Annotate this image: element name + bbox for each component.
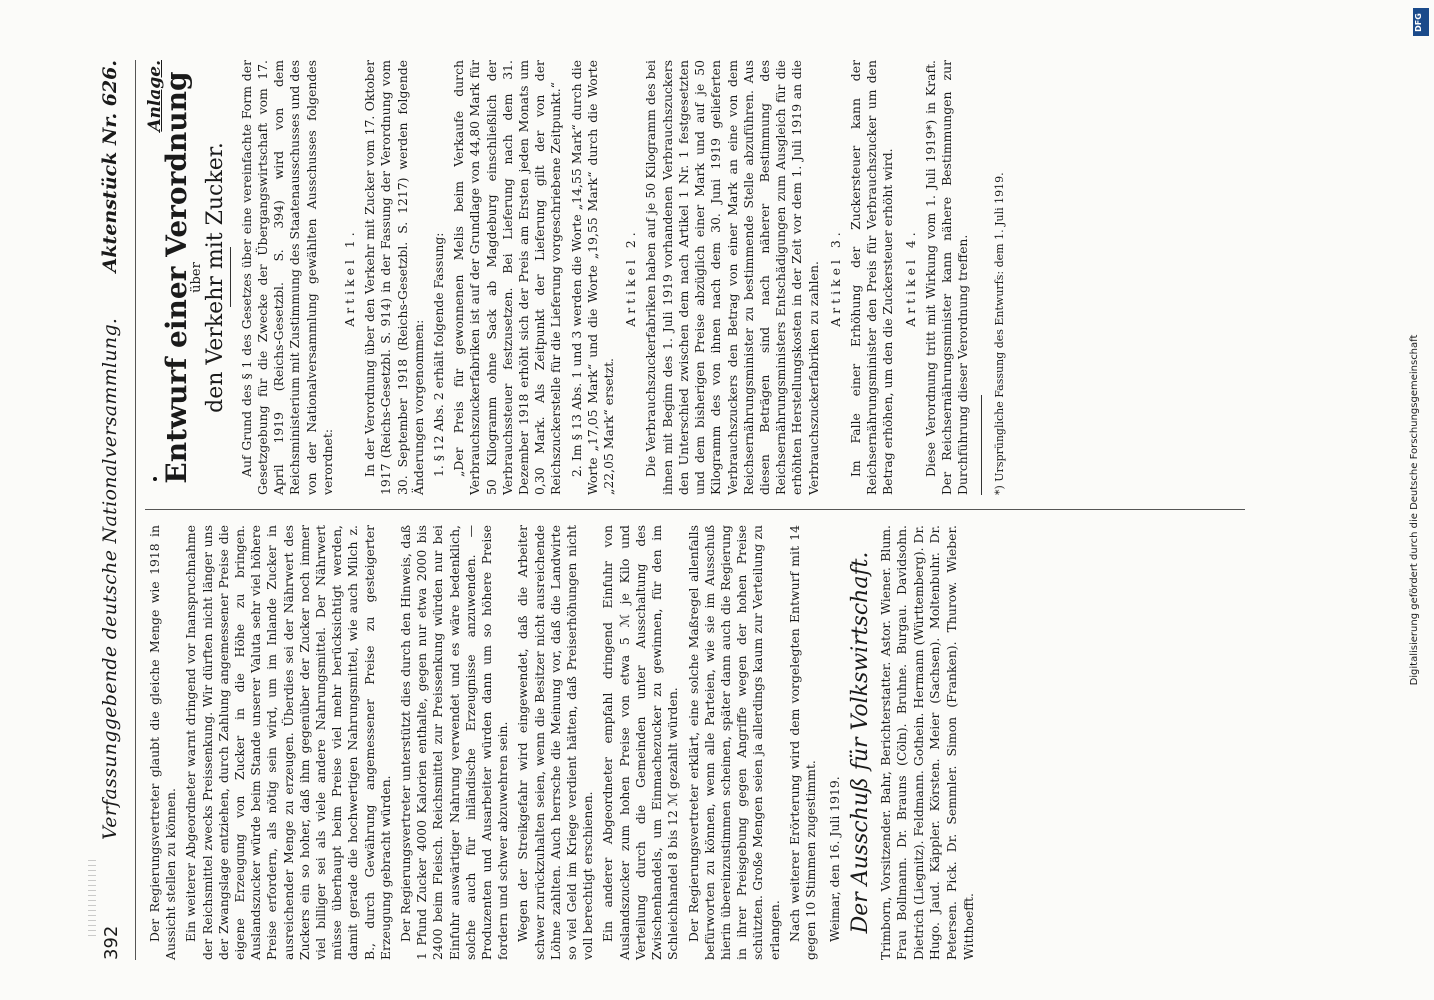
footnote-rule <box>981 395 982 495</box>
article-title: Artikel 2. <box>623 228 639 327</box>
right-column <box>147 60 1009 495</box>
date-line: Weimar, den 16. Juli 1919. <box>827 776 843 942</box>
paragraph: Wegen der Streikgefahr wird eingewendet, daß die Arbeiter schwer zurückzuhalten seien, wenn die Besitzer nicht ausreichende Löhne zahlten. Auch herrsche die Meinung vor, daß die Landwirte so viel Geld im Kriege verdient hätten, daß Preiserhöhungen nicht voll berechtigt erschienen. <box>515 525 596 960</box>
document-body <box>95 60 1255 960</box>
publication-title: Verfassunggebende deutsche Nationalversammlung. <box>99 317 121 840</box>
article-title: Artikel 1. <box>342 228 358 327</box>
article-paragraph: Im Falle einer Erhöhung der Zuckersteuer kann der Reichsernährungsminister den Preis für Verbrauchszucker um den Betrag erhöhen, um den die Zuckersteuer erhöht wird. <box>847 60 896 495</box>
article-paragraph: Die Verbrauchszuckerfabriken haben auf je 50 Kilogramm des bei ihnen mit Beginn des 1. Juli 1919 vorhandenen Verbrauchszuckers den Unterschied zwischen dem nach Artikel 1 Nr. 1 festgesetzten und dem bisherigen Preise abzüglich einer Mark und auf je 50 Kilogramm des von ihnen nach dem 30. Juni 1919 gelieferten Verbrauchszuckers den Betrag von einer Mark an eine von dem Reichsernährungsminister zu bestimmende Stelle abzuführen. Aus diesen Beträgen sind nach näherer Bestimmung des Reichsernährungsministers Entschädigungen zum Ausgleich für die erhöhten Herstellungskosten in der Zeit vor dem 1. Juli 1919 an die Verbrauchszuckerfabriken zu zahlen. <box>643 60 821 495</box>
bullet-mark <box>153 477 157 481</box>
paragraph: Der Regierungsvertreter erklärt, eine solche Maßregel allenfalls befürworten zu können, wenn alle Parteien, wie sie im Ausschuß hierin übereinzustimmen scheinen, später dann auch die Regierung in ihrer Preisgebung gegen Angriffe wegen der hohen Preise schützten. Große Mengen seien ja allerdings kaum zur Verteilung zu erlangen. <box>685 525 782 960</box>
paragraph: Ein anderer Abgeordneter empfahl dringend Einfuhr von Auslandszucker zum hohen Preise von etwa 5 ℳ je Kilo und Verteilung durch die Gemeinden unter Ausschaltung des Zwischenhandels, um Einmachezucker zu gewinnen, für den im Schleichhandel 8 bis 12 ℳ gezahlt würden. <box>600 525 681 960</box>
column-divider <box>145 509 1245 510</box>
article-paragraph: In der Verordnung über den Verkehr mit Zucker vom 17. Oktober 1917 (Reichs-Gesetzbl. S. 914) in der Fassung der Verordnung vom 30. September 1918 (Reichs-Gesetzbl. S. 1217) werden folgende Änderungen vorgenommen: <box>362 60 426 495</box>
committee-members: Trimborn, Vorsitzender. Bahr, Berichterstatter. Astor. Wiener. Blum. Frau Bollmann. Dr. Brauns (Cöln). Bruhne. Burgau. Davidsohn. Dietrich (Liegnitz). Feldmann. Gothein. Hermann (Württemberg). Dr. Hugo. Jaud. Käppler. Körsten. Meier (Sachsen). Moltenbuhr. Dr. Petersen. Pick. Dr. Semmler. Simon (Franken). Thurow. Wieber. Witthoefft. <box>877 525 976 960</box>
footnote: *) Ursprüngliche Fassung des Entwurfs: dem 1. Juli 1919. <box>993 172 1007 495</box>
paragraph: Der Regierungsvertreter glaubt die gleiche Menge wie 1918 in Aussicht stellen zu können. <box>147 525 179 960</box>
annex-label: Anlage. <box>145 60 165 132</box>
side-note <box>1405 0 1429 1000</box>
dfg-logo: DFG <box>1413 8 1429 36</box>
page-header <box>95 60 136 960</box>
document-reference: Aktenstück Nr. 626. <box>99 60 121 273</box>
committee-title: Der Ausschuß für Volkswirtschaft. <box>848 551 874 934</box>
paragraph: Nach weiterer Erörterung wird dem vorgelegten Entwurf mit 14 gegen 10 Stimmen zugestimmt. <box>786 525 818 960</box>
preamble: Auf Grund des § 1 des Gesetzes über eine vereinfachte Form der Gesetzgebung für die Zwecke der Übergangswirtschaft vom 17. April 1919 (Reichs-Gesetzbl. S. 394) wird von dem Reichsministerium mit Zustimmung des Staatenausschusses und des von der Nationalversammlung gewählten Ausschusses folgendes verordnet: <box>238 60 335 495</box>
paragraph: Der Regierungsvertreter unterstützt dies durch den Hinweis, daß 1 Pfund Zucker 4000 Kalorien enthalte, gegen nur etwa 2000 bis 2400 beim Fleisch. Reichsmittel zur Preissenkung würden nur bei Einfuhr auswärtiger Nahrung verwendet und es wäre bedenklich, solche auch für inländische Erzeugnisse anzuwenden. — Produzenten und Ausarbeiter würden dann um so höhere Preise fordern und schwer abzuwehren sein. <box>398 525 511 960</box>
article-paragraph: „Der Preis für gewonnenen Melis beim Verkaufe durch Verbrauchszuckerfabriken ist auf der Grundlage von 44,80 Mark für 50 Kilogramm ohne Sack ab Magdeburg einschließlich der Verbrauchssteuer festzusetzen. Bei Lieferung nach dem 31. Dezember 1918 erhöht sich der Preis am Ersten jeden Monats um 0,30 Mark. Als Zeitpunkt der Lieferung gilt der von der Reichszuckerstelle für die Lieferung vorgeschriebene Zeitpunkt.“ <box>451 60 564 495</box>
article-title: Artikel 3. <box>827 228 843 327</box>
draft-heading-over: über <box>189 262 205 293</box>
heading-rule <box>230 248 231 308</box>
article-paragraph: 2. Im § 13 Abs. 1 und 3 werden die Worte „14,55 Mark“ durch die Worte „17,05 Mark“ und die Worte „19,55 Mark“ durch die Worte „22,05 Mark“ ersetzt. <box>568 60 617 495</box>
article-paragraph: 1. § 12 Abs. 2 erhält folgende Fassung: <box>431 232 447 477</box>
draft-heading: Entwurf einer Verordnung <box>160 71 194 484</box>
article-paragraph: Diese Verordnung tritt mit Wirkung vom 1. Juli 1919*) in Kraft. Der Reichsernährungsminister kann nähere Bestimmungen zur Durchführung dieser Verordnung treffen. <box>922 60 971 495</box>
left-column <box>147 525 977 960</box>
draft-subheading: den Verkehr mit Zucker. <box>202 142 228 413</box>
article-title: Artikel 4. <box>902 228 918 327</box>
side-note-text: Digitalisierung gefördert durch die Deutsche Forschungsgemeinschaft <box>1409 334 1420 686</box>
page-number: 392 <box>101 925 122 960</box>
paragraph: Ein weiterer Abgeordneter warnt dringend vor Inanspruchnahme der Reichsmittel zwecks Preissenkung. Wir dürften nicht länger uns der Zwangslage entziehen, durch Zahlung angemessener Preise die eigene Erzeugung von Zucker in die Höhe zu bringen. Auslandszucker würde beim Stande unserer Valuta sehr viel höhere Preise erfordern, als nötig sein wird, um im Inlande Zucker in ausreichender Menge zu erzeugen. Überdies sei der Nährwert des Zuckers ein so hoher, daß ihm gegenüber der Zucker noch immer viel billiger sei als viele andere Nahrungsmittel. Der Nährwert müsse überhaupt beim Preise viel mehr berücksichtigt werden, damit gerade die hochwertigen Nahrungsmittel, wie auch Milch z. B., durch Gewährung angemessener Preise zu gesteigerter Erzeugung gebracht würden. <box>183 525 393 960</box>
